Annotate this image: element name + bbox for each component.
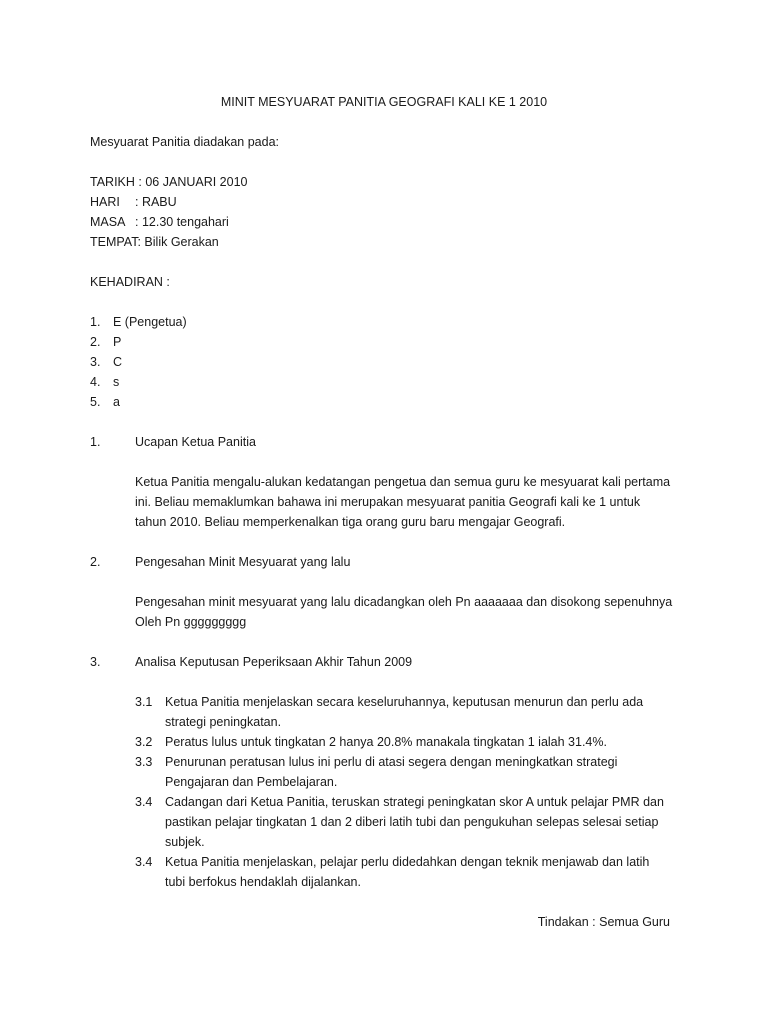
section-title: Analisa Keputusan Peperiksaan Akhir Tahun 2009 — [135, 655, 413, 669]
section-1-heading — [90, 432, 690, 452]
list-item — [135, 752, 680, 792]
tempat-row — [90, 232, 248, 252]
subitem-number: 3.4 — [135, 795, 153, 809]
action-note: Tindakan : Semua Guru — [537, 915, 670, 929]
attendee-number: 5. — [90, 395, 101, 409]
hari-label: HARI — [90, 195, 120, 209]
subitem-line: tubi berfokus hendaklah dijalankan. — [165, 875, 361, 889]
masa-value: : 12.30 tengahari — [135, 215, 229, 229]
page-title: MINIT MESYUARAT PANITIA GEOGRAFI KALI KE 1 2010 — [220, 95, 548, 109]
body-line: ini. Beliau memaklumkan bahawa ini merupakan mesyuarat panitia Geografi kali ke 1 untuk — [135, 495, 641, 509]
subitem-number: 3.4 — [135, 855, 153, 869]
section-1-body — [135, 472, 685, 532]
section-3-heading — [90, 652, 690, 672]
subitem-line: strategi peningkatan. — [165, 715, 282, 729]
tarikh-label: TARIKH — [90, 175, 135, 189]
body-line: Pengesahan minit mesyuarat yang lalu dicadangkan oleh Pn aaaaaaa dan disokong sepenuhnya — [135, 595, 673, 609]
kehadiran-heading: KEHADIRAN : — [90, 275, 170, 289]
attendee-name: a — [113, 395, 120, 409]
section-2-heading — [90, 552, 690, 572]
tarikh-value: : 06 JANUARI 2010 — [138, 175, 248, 189]
list-item — [90, 332, 187, 352]
attendee-list — [90, 312, 187, 412]
list-item — [90, 352, 187, 372]
attendee-name: P — [113, 335, 122, 349]
subitem-number: 3.2 — [135, 735, 153, 749]
list-item — [90, 392, 187, 412]
body-line: Ketua Panitia mengalu-alukan kedatangan pengetua dan semua guru ke mesyuarat kali pertama — [135, 475, 671, 489]
hari-row — [90, 192, 248, 212]
section-title: Pengesahan Minit Mesyuarat yang lalu — [135, 555, 351, 569]
list-item — [135, 692, 680, 732]
attendee-number: 3. — [90, 355, 101, 369]
body-line: Oleh Pn ggggggggg — [135, 615, 247, 629]
subitem-number: 3.1 — [135, 695, 153, 709]
section-title: Ucapan Ketua Panitia — [135, 435, 256, 449]
list-item — [90, 312, 187, 332]
attendee-number: 4. — [90, 375, 101, 389]
meeting-details — [90, 172, 248, 252]
attendee-name: C — [113, 355, 123, 369]
attendee-number: 2. — [90, 335, 101, 349]
list-item — [135, 732, 680, 752]
subitem-number: 3.3 — [135, 755, 153, 769]
section-number: 3. — [90, 655, 101, 669]
list-item — [90, 372, 187, 392]
subitem-line: Peratus lulus untuk tingkatan 2 hanya 20.8% manakala tingkatan 1 ialah 31.4%. — [165, 735, 607, 749]
subitem-line: Penurunan peratusan lulus ini perlu di atasi segera dengan meningkatkan strategi — [165, 755, 618, 769]
attendee-name: s — [113, 375, 120, 389]
subitem-line: Cadangan dari Ketua Panitia, teruskan strategi peningkatan skor A untuk pelajar PMR dan — [165, 795, 664, 809]
tempat-value: Bilik Gerakan — [144, 235, 219, 249]
subitem-line: pastikan pelajar tingkatan 1 dan 2 diberi latih tubi dan pengukuhan selepas selesai setiap — [165, 815, 659, 829]
masa-label: MASA — [90, 215, 126, 229]
list-item — [135, 792, 680, 852]
tempat-label: TEMPAT: — [90, 235, 141, 249]
masa-row — [90, 212, 248, 232]
section-number: 1. — [90, 435, 101, 449]
hari-value: : RABU — [135, 195, 177, 209]
intro-text: Mesyuarat Panitia diadakan pada: — [90, 135, 280, 149]
subitem-line: Ketua Panitia menjelaskan, pelajar perlu didedahkan dengan teknik menjawab dan latih — [165, 855, 650, 869]
section-2-body — [135, 592, 685, 632]
list-item — [135, 852, 680, 892]
attendee-name: E (Pengetua) — [113, 315, 187, 329]
tarikh-row — [90, 172, 248, 192]
section-number: 2. — [90, 555, 101, 569]
subitem-line: Ketua Panitia menjelaskan secara keseluruhannya, keputusan menurun dan perlu ada — [165, 695, 644, 709]
subitem-line: subjek. — [165, 835, 205, 849]
subitem-line: Pengajaran dan Pembelajaran. — [165, 775, 338, 789]
body-line: tahun 2010. Beliau memperkenalkan tiga orang guru baru mengajar Geografi. — [135, 515, 566, 529]
section-3-subitems — [135, 692, 680, 892]
attendee-number: 1. — [90, 315, 101, 329]
